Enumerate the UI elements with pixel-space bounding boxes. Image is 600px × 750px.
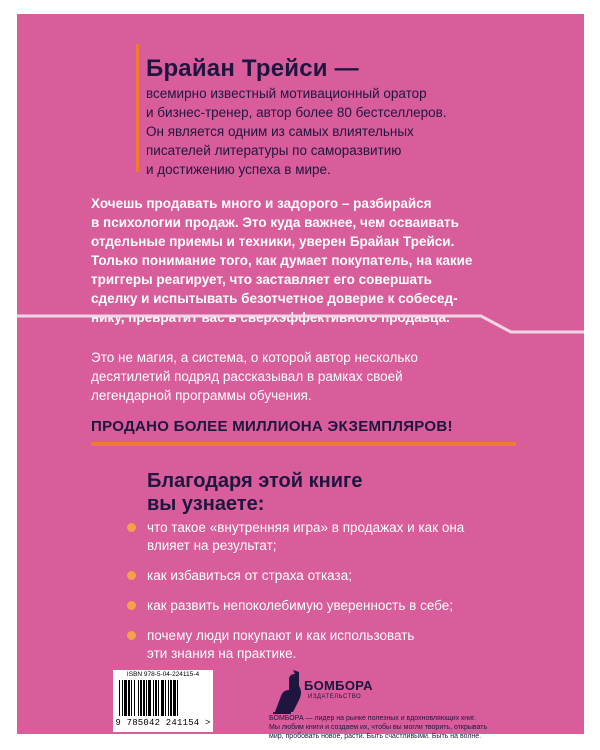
list-item-text: что такое «внутренняя игра» в продажах и как она [147,520,465,535]
barcode-bar [140,680,142,716]
barcode-bar [143,680,145,716]
barcode-digits: 9 785042 241154 > [115,718,211,728]
author-bio-line: Он является одним из самых влиятельных [146,124,414,139]
list-item-text: как избавиться от страха отказа; [147,568,352,583]
barcode-bar [168,680,169,716]
list-item-text: почему люди покупают и как использовать [147,628,415,643]
barcode-bar [161,680,164,716]
barcode-bar [122,680,123,716]
system-line: Это не магия, а система, о которой автор несколько [91,350,418,365]
learn-heading [147,470,447,516]
author-name-dash: — [334,55,359,82]
author-bio-line: и бизнес-тренер, автор более 80 бестселлеров. [146,105,447,120]
barcode-icon [117,680,209,718]
publisher-name: БОМБОРА [304,678,373,693]
barcode-bar [155,680,157,716]
sold-banner-underline [91,442,516,446]
system-paragraph [91,348,421,405]
barcode-bar [146,680,147,716]
barcode-bar [119,680,120,716]
bullet-dot-icon [127,601,136,610]
barcode-bar [131,680,132,716]
barcode-bars [119,680,178,716]
learn-heading-line: вы узнаете: [147,493,265,515]
list-item [127,597,547,615]
list-item-text: влияет на результат; [147,538,277,553]
publisher-note-line: Мы любим книги и создаем их, чтобы вы могли творить, открывать [269,724,488,731]
barcode-bar [153,680,154,716]
author-bio-line: писателей литературы по саморазвитию [146,143,402,158]
list-item-text: как развить непоколебимую уверенность в себе; [147,598,454,613]
system-line: десятилетий подряд рассказывал в рамках своей [91,369,403,384]
intro-line: Хочешь продавать много и задорого – разбирайся [91,196,432,211]
system-line: легендарной программы обучения. [91,388,312,403]
isbn-text: ISBN 978-5-04-224115-4 [126,671,200,678]
barcode-bar [170,680,172,716]
list-item [127,567,547,585]
intro-line: отдельные приемы и техники, уверен Брайан Трейси. [91,234,455,249]
publisher-sub: ИЗДАТЕЛЬСТВО [308,694,362,700]
intro-line: Только понимание того, как думает покупатель, на какие [91,253,473,268]
publisher-note [269,714,539,741]
sold-banner: ПРОДАНО БОЛЕЕ МИЛЛИОНА ЭКЗЕМПЛЯРОВ! [91,418,453,435]
barcode-bar [124,680,127,716]
author-bio-line: всемирно известный мотивационный оратор [146,86,427,101]
barcode-block [113,670,213,732]
decorative-divider-line [17,316,584,332]
bombora-mascot-shape [275,670,301,712]
list-item-text: эти знания на практике. [147,646,297,661]
bullet-dot-icon [127,631,136,640]
intro-line: сделку и испытывать безотчетное доверие к собесед- [91,291,458,306]
intro-line: в психологии продаж. Это куда важнее, чем осваивать [91,215,459,230]
publisher-note-line: мир, пробовать новое, расти. Быть счастливыми. Быть на волне. [269,733,482,740]
learn-heading-line: Благодаря этой книге [147,470,363,492]
barcode-bar [177,680,178,716]
barcode-bar [148,680,151,716]
bullet-dot-icon [127,523,136,532]
barcode-bar [138,680,139,716]
barcode-bar [158,680,159,716]
bullet-dot-icon [127,571,136,580]
list-item [127,627,547,663]
book-back-cover [17,14,584,740]
list-item [127,519,547,555]
barcode-bar [165,680,166,716]
barcode-bar [134,680,135,716]
benefits-list [127,519,547,675]
publisher-note-line: БОМБОРА — лидер на рынке полезных и вдохновляющих книг. [269,715,476,722]
author-bio-line: и достижению успеха в мире. [146,162,331,177]
intro-line: нику, превратит вас в сверхэффективного продавца. [91,310,450,325]
barcode-bar [173,680,176,716]
intro-line: триггеры реагирует, что заставляет его совершать [91,272,432,287]
barcode-bar [128,680,130,716]
author-name-text: Брайан Трейси [146,55,328,82]
